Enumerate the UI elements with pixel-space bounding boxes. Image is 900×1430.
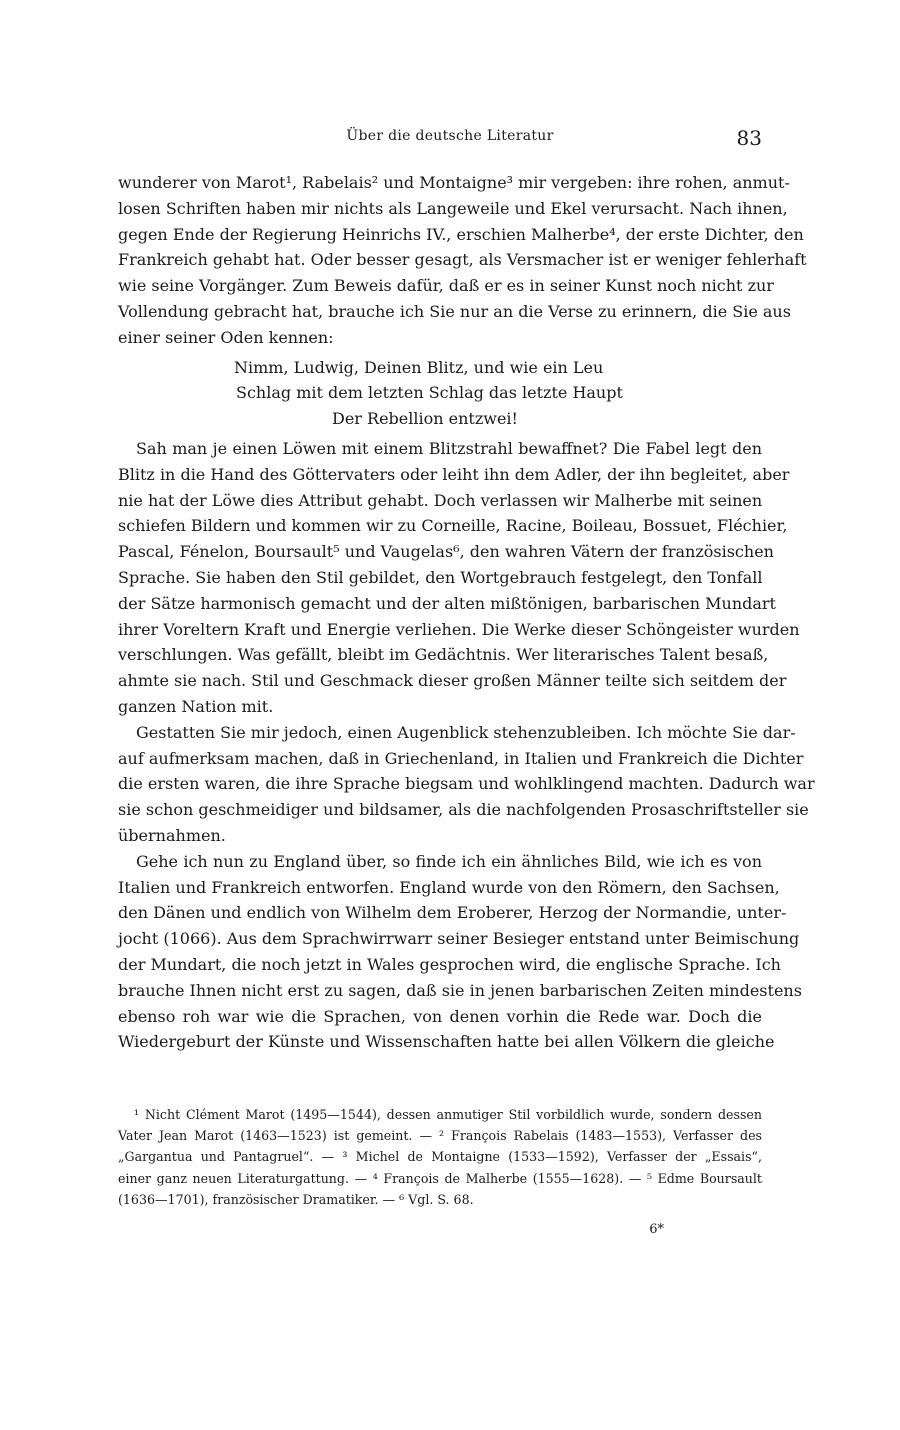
text-line: wunderer von Marot¹, Rabelais² und Montaigne³ mir vergeben: ihre rohen, anmut- (118, 173, 790, 192)
text-line: nie hat der Löwe dies Attribut gehabt. Doch verlassen wir Malherbe mit seinen (118, 490, 763, 510)
text-line: wie seine Vorgänger. Zum Beweis dafür, daß er es in seiner Kunst noch nicht zur (118, 276, 774, 296)
paragraph-1 (118, 170, 807, 351)
text-line: Gehe ich nun zu England über, so finde ich ein ähnliches Bild, wie ich es von (136, 851, 762, 871)
footnote-line: (1636—1701), französischer Dramatiker. — ⁶ Vgl. S. 68. (118, 1191, 474, 1207)
text-line: sie schon geschmeidiger und bildsamer, als die nachfolgenden Prosaschriftsteller sie (118, 800, 809, 820)
text-line: einer seiner Oden kennen: (118, 327, 334, 347)
text-line: Italien und Frankreich entworfen. England wurde von den Römern, den Sachsen, (118, 877, 780, 897)
text-line: ahmte sie nach. Stil und Geschmack dieser großen Männer teilte sich seitdem der (118, 671, 787, 691)
footnotes (118, 1104, 762, 1210)
signature-mark: 6* (649, 1222, 664, 1237)
text-line: auf aufmerksam machen, daß in Griechenland, in Italien und Frankreich die Dichter (118, 748, 804, 768)
main-text (118, 170, 815, 1055)
verse-quote (118, 355, 762, 432)
text-line: Frankreich gehabt hat. Oder besser gesagt, als Versmacher ist er weniger fehlerhaft (118, 250, 807, 270)
text-line: Sprache. Sie haben den Stil gebildet, den Wortgebrauch festgelegt, den Tonfall (118, 567, 763, 587)
verse-line: Schlag mit dem letzten Schlag das letzte Haupt (236, 383, 623, 403)
text-line: brauche Ihnen nicht erst zu sagen, daß sie in jenen barbarischen Zeiten mindestens (118, 980, 802, 1000)
footnote-line: ¹ Nicht Clément Marot (1495—1544), dessen anmutiger Stil vorbildlich wurde, sondern dessen (134, 1107, 762, 1122)
text-line: ebenso roh war wie die Sprachen, von denen vorhin die Rede war. Doch die (118, 1006, 762, 1026)
footnote-line: „Gargantua und Pantagruel“. — ³ Michel de Montaigne (1533—1592), Verfasser der „Essais“, (118, 1149, 762, 1165)
text-line: Wiedergeburt der Künste und Wissenschaften hatte bei allen Völkern die gleiche (118, 1032, 775, 1052)
text-line: Vollendung gebracht hat, brauche ich Sie nur an die Verse zu erinnern, die Sie aus (118, 301, 791, 321)
text-line: Blitz in die Hand des Göttervaters oder leiht ihn dem Adler, der ihn begleitet, aber (118, 464, 790, 484)
text-line: Pascal, Fénelon, Boursault⁵ und Vaugelas⁶, den wahren Vätern der französischen (118, 542, 774, 562)
page-number: 83 (736, 126, 762, 150)
paragraph-4 (118, 849, 802, 1055)
verse-line: Nimm, Ludwig, Deinen Blitz, und wie ein Leu (234, 357, 604, 377)
verse-line: Der Rebellion entzwei! (332, 409, 518, 429)
running-title: Über die deutsche Literatur (346, 128, 554, 144)
text-line: Sah man je einen Löwen mit einem Blitzstrahl bewaffnet? Die Fabel legt den (136, 438, 762, 458)
text-line: jocht (1066). Aus dem Sprachwirrwarr seiner Besieger entstand unter Beimischung (118, 929, 800, 949)
text-line: die ersten waren, die ihre Sprache biegsam und wohlklingend machten. Dadurch war (118, 774, 815, 794)
text-line: verschlungen. Was gefällt, bleibt im Gedächtnis. Wer literarisches Talent besaß, (118, 645, 769, 665)
paragraph-3 (118, 720, 815, 849)
text-line: gegen Ende der Regierung Heinrichs IV., erschien Malherbe⁴, der erste Dichter, den (118, 224, 804, 244)
text-line: losen Schriften haben mir nichts als Langeweile und Ekel verursacht. Nach ihnen, (118, 198, 788, 218)
text-line: ganzen Nation mit. (118, 696, 274, 716)
text-line: den Dänen und endlich von Wilhelm dem Eroberer, Herzog der Normandie, unter- (118, 903, 787, 923)
footnote-line: einer ganz neuen Literaturgattung. — ⁴ François de Malherbe (1555—1628). — ⁵ Edme Boursault (118, 1170, 762, 1186)
text-line: schiefen Bildern und kommen wir zu Corneille, Racine, Boileau, Bossuet, Fléchier, (118, 516, 788, 536)
text-line: der Mundart, die noch jetzt in Wales gesprochen wird, die englische Sprache. Ich (118, 954, 781, 974)
text-line: übernahmen. (118, 825, 226, 845)
text-line: der Sätze harmonisch gemacht und der alten mißtönigen, barbarischen Mundart (118, 593, 776, 613)
paragraph-2 (118, 436, 800, 720)
text-line: Gestatten Sie mir jedoch, einen Augenblick stehenzubleiben. Ich möchte Sie dar- (136, 722, 796, 742)
text-line: ihrer Voreltern Kraft und Energie verliehen. Die Werke dieser Schöngeister wurden (118, 619, 800, 639)
footnote-line: Vater Jean Marot (1463—1523) ist gemeint. — ² François Rabelais (1483—1553), Verfasser des (118, 1128, 762, 1144)
